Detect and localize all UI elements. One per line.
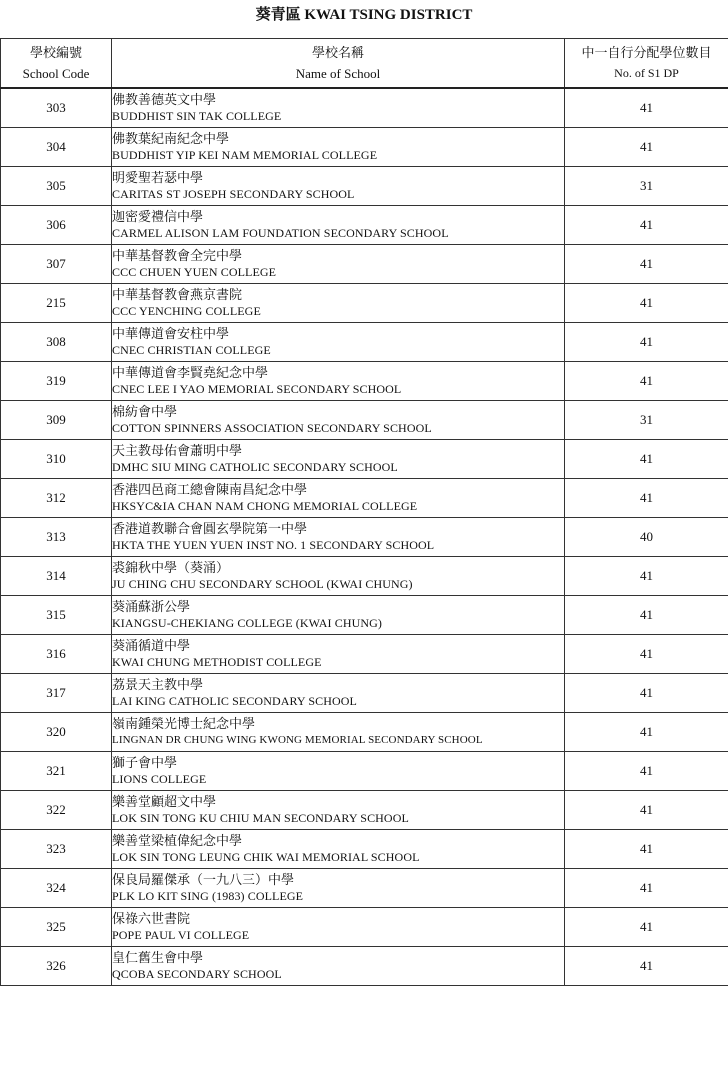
school-name-en: JU CHING CHU SECONDARY SCHOOL (KWAI CHUNG)	[112, 577, 413, 591]
school-name-zh: 裘錦秋中學（葵涌）	[112, 560, 230, 575]
header-code-en: School Code	[22, 66, 90, 81]
school-name-zh: 樂善堂顧超文中學	[112, 794, 217, 809]
school-name-en: CARITAS ST JOSEPH SECONDARY SCHOOL	[112, 187, 355, 201]
school-name-zh: 皇仁舊生會中學	[112, 950, 204, 965]
school-name-cell	[112, 323, 565, 362]
s1-dp-cell: 41	[565, 557, 728, 596]
header-dp-zh: 中一自行分配學位數目	[581, 45, 712, 60]
school-name-en: LOK SIN TONG LEUNG CHIK WAI MEMORIAL SCHOOL	[112, 850, 420, 864]
school-name-cell	[112, 752, 565, 791]
school-name-en: HKSYC&IA CHAN NAM CHONG MEMORIAL COLLEGE	[112, 499, 418, 513]
table-row	[1, 401, 728, 440]
school-code-cell: 306	[1, 206, 112, 245]
school-code-cell: 303	[1, 88, 112, 128]
school-code-cell: 323	[1, 830, 112, 869]
header-school-code	[1, 39, 112, 89]
school-code-cell: 322	[1, 791, 112, 830]
school-code-cell: 317	[1, 674, 112, 713]
s1-dp-cell: 41	[565, 869, 728, 908]
s1-dp-cell: 31	[565, 167, 728, 206]
header-name-en: Name of School	[295, 66, 381, 81]
s1-dp-cell: 41	[565, 88, 728, 128]
school-name-zh: 中華基督教會全完中學	[112, 248, 243, 263]
school-name-cell	[112, 869, 565, 908]
table-row	[1, 284, 728, 323]
table-row	[1, 323, 728, 362]
school-name-en: LIONS COLLEGE	[112, 772, 207, 786]
school-table	[0, 38, 728, 986]
school-name-zh: 香港四邑商工總會陳南昌紀念中學	[112, 482, 308, 497]
table-row	[1, 557, 728, 596]
table-row	[1, 245, 728, 284]
school-name-cell	[112, 401, 565, 440]
school-name-zh: 明愛聖若瑟中學	[112, 170, 204, 185]
school-name-cell	[112, 830, 565, 869]
school-code-cell: 307	[1, 245, 112, 284]
school-name-zh: 佛教善德英文中學	[112, 92, 217, 107]
school-name-en: BUDDHIST SIN TAK COLLEGE	[112, 109, 282, 123]
school-name-zh: 葵涌循道中學	[112, 638, 191, 653]
school-name-en: LINGNAN DR CHUNG WING KWONG MEMORIAL SECONDARY SCHOOL	[112, 734, 483, 746]
school-name-en: POPE PAUL VI COLLEGE	[112, 928, 250, 942]
school-name-zh: 中華傳道會安柱中學	[112, 326, 230, 341]
school-code-cell: 319	[1, 362, 112, 401]
school-name-en: CCC CHUEN YUEN COLLEGE	[112, 265, 277, 279]
school-name-zh: 保祿六世書院	[112, 911, 191, 926]
school-code-cell: 320	[1, 713, 112, 752]
school-name-en: LOK SIN TONG KU CHIU MAN SECONDARY SCHOOL	[112, 811, 409, 825]
school-name-cell	[112, 362, 565, 401]
school-name-zh: 樂善堂梁植偉紀念中學	[112, 833, 243, 848]
table-row	[1, 88, 728, 128]
school-code-cell: 315	[1, 596, 112, 635]
school-name-en: CNEC LEE I YAO MEMORIAL SECONDARY SCHOOL	[112, 382, 402, 396]
table-row	[1, 596, 728, 635]
s1-dp-cell: 41	[565, 674, 728, 713]
school-code-cell: 312	[1, 479, 112, 518]
table-row	[1, 791, 728, 830]
table-row	[1, 518, 728, 557]
s1-dp-cell: 31	[565, 401, 728, 440]
school-name-cell	[112, 167, 565, 206]
table-header-row	[1, 39, 728, 89]
table-row	[1, 635, 728, 674]
table-row	[1, 830, 728, 869]
header-code-zh: 學校編號	[29, 45, 82, 60]
header-s1-dp	[565, 39, 728, 89]
s1-dp-cell: 41	[565, 479, 728, 518]
s1-dp-cell: 41	[565, 362, 728, 401]
table-row	[1, 674, 728, 713]
s1-dp-cell: 41	[565, 830, 728, 869]
school-name-en: CARMEL ALISON LAM FOUNDATION SECONDARY SCHOOL	[112, 226, 449, 240]
school-name-zh: 棉紡會中學	[112, 404, 178, 419]
table-row	[1, 908, 728, 947]
school-code-cell: 325	[1, 908, 112, 947]
school-name-cell	[112, 908, 565, 947]
s1-dp-cell: 41	[565, 791, 728, 830]
s1-dp-cell: 41	[565, 908, 728, 947]
school-code-cell: 308	[1, 323, 112, 362]
school-name-cell	[112, 206, 565, 245]
school-name-cell	[112, 791, 565, 830]
header-name-zh: 學校名稱	[311, 45, 364, 60]
s1-dp-cell: 41	[565, 128, 728, 167]
school-code-cell: 326	[1, 947, 112, 986]
table-row	[1, 479, 728, 518]
school-name-en: DMHC SIU MING CATHOLIC SECONDARY SCHOOL	[112, 460, 398, 474]
school-code-cell: 310	[1, 440, 112, 479]
school-name-en: CNEC CHRISTIAN COLLEGE	[112, 343, 271, 357]
table-row	[1, 947, 728, 986]
s1-dp-cell: 41	[565, 284, 728, 323]
school-name-cell	[112, 440, 565, 479]
s1-dp-cell: 41	[565, 635, 728, 674]
school-name-en: PLK LO KIT SING (1983) COLLEGE	[112, 889, 304, 903]
header-school-name	[112, 39, 565, 89]
school-name-cell	[112, 596, 565, 635]
school-code-cell: 304	[1, 128, 112, 167]
school-code-cell: 321	[1, 752, 112, 791]
table-row	[1, 206, 728, 245]
school-name-cell	[112, 88, 565, 128]
school-name-en: CCC YENCHING COLLEGE	[112, 304, 261, 318]
table-row	[1, 128, 728, 167]
s1-dp-cell: 41	[565, 752, 728, 791]
school-name-cell	[112, 713, 565, 752]
school-name-en: LAI KING CATHOLIC SECONDARY SCHOOL	[112, 694, 357, 708]
table-row	[1, 713, 728, 752]
s1-dp-cell: 41	[565, 947, 728, 986]
school-name-cell	[112, 479, 565, 518]
school-name-zh: 中華傳道會李賢堯紀念中學	[112, 365, 269, 380]
school-name-cell	[112, 635, 565, 674]
school-name-en: KIANGSU-CHEKIANG COLLEGE (KWAI CHUNG)	[112, 616, 382, 630]
school-name-cell	[112, 128, 565, 167]
school-name-zh: 迦密愛禮信中學	[112, 209, 204, 224]
school-name-en: BUDDHIST YIP KEI NAM MEMORIAL COLLEGE	[112, 148, 378, 162]
school-name-zh: 香港道教聯合會圓玄學院第一中學	[112, 521, 308, 536]
s1-dp-cell: 41	[565, 245, 728, 284]
school-name-cell	[112, 947, 565, 986]
school-name-cell	[112, 557, 565, 596]
s1-dp-cell: 41	[565, 323, 728, 362]
school-name-zh: 中華基督教會燕京書院	[112, 287, 243, 302]
school-name-zh: 保良局羅傑承（一九八三）中學	[112, 872, 295, 887]
header-dp-en: No. of S1 DP	[614, 66, 679, 80]
s1-dp-cell: 41	[565, 440, 728, 479]
s1-dp-cell: 41	[565, 206, 728, 245]
table-row	[1, 440, 728, 479]
table-row	[1, 167, 728, 206]
page-title: 葵青區 KWAI TSING DISTRICT	[255, 7, 473, 23]
s1-dp-cell: 40	[565, 518, 728, 557]
school-code-cell: 313	[1, 518, 112, 557]
school-code-cell: 215	[1, 284, 112, 323]
table-row	[1, 362, 728, 401]
school-name-cell	[112, 245, 565, 284]
school-name-zh: 佛教葉紀南紀念中學	[112, 131, 230, 146]
school-code-cell: 316	[1, 635, 112, 674]
school-name-en: KWAI CHUNG METHODIST COLLEGE	[112, 655, 322, 669]
school-name-cell	[112, 284, 565, 323]
school-code-cell: 309	[1, 401, 112, 440]
school-name-zh: 天主教母佑會蕭明中學	[112, 443, 243, 458]
school-name-zh: 嶺南鍾榮光博士紀念中學	[112, 716, 256, 731]
table-row	[1, 752, 728, 791]
school-name-zh: 荔景天主教中學	[112, 677, 204, 692]
s1-dp-cell: 41	[565, 713, 728, 752]
school-name-en: COTTON SPINNERS ASSOCIATION SECONDARY SCHOOL	[112, 421, 432, 435]
table-row	[1, 869, 728, 908]
school-code-cell: 324	[1, 869, 112, 908]
school-code-cell: 305	[1, 167, 112, 206]
school-name-cell	[112, 518, 565, 557]
school-name-en: QCOBA SECONDARY SCHOOL	[112, 967, 282, 981]
s1-dp-cell: 41	[565, 596, 728, 635]
school-code-cell: 314	[1, 557, 112, 596]
school-name-zh: 獅子會中學	[112, 755, 178, 770]
school-name-cell	[112, 674, 565, 713]
table-body	[1, 88, 728, 986]
school-name-en: HKTA THE YUEN YUEN INST NO. 1 SECONDARY SCHOOL	[112, 538, 435, 552]
school-name-zh: 葵涌蘇浙公學	[112, 599, 191, 614]
